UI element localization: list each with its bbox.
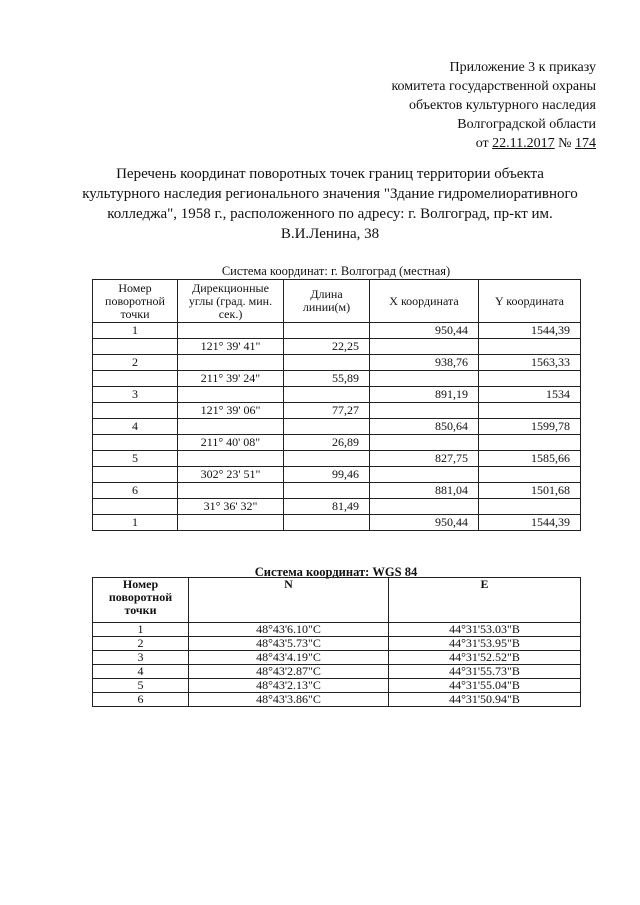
cell-e: 44°31'53.03"В — [389, 623, 581, 637]
wgs84-coordinates-table — [92, 577, 581, 707]
cell-length: 99,46 — [284, 467, 370, 483]
cell-x — [370, 371, 479, 387]
cell-point — [93, 499, 178, 515]
cell-x — [370, 467, 479, 483]
local-coordinates-table — [92, 279, 581, 531]
cell-e: 44°31'55.73"В — [389, 665, 581, 679]
cell-x: 950,44 — [370, 515, 479, 531]
table-row — [93, 499, 581, 515]
table2-caption: Система координат: WGS 84 — [254, 565, 418, 579]
header-n: N — [189, 578, 389, 623]
table-row — [93, 435, 581, 451]
region-line: Волгоградской области — [457, 117, 596, 132]
header-y: Y координата — [479, 280, 581, 323]
order-number: 174 — [575, 136, 596, 151]
cell-y — [479, 403, 581, 419]
header-point: Номер поворотной точки — [93, 578, 189, 623]
table-row — [93, 339, 581, 355]
cell-point: 4 — [93, 665, 189, 679]
cell-point — [93, 339, 178, 355]
cell-x — [370, 339, 479, 355]
cell-n: 48°43'2.87"С — [189, 665, 389, 679]
order-prefix: от — [475, 136, 493, 151]
cell-point: 1 — [93, 623, 189, 637]
cell-n: 48°43'5.73"С — [189, 637, 389, 651]
cell-x: 881,04 — [370, 483, 479, 499]
cell-y: 1585,66 — [479, 451, 581, 467]
cell-length — [284, 419, 370, 435]
committee-line: комитета государственной охраны — [391, 79, 596, 94]
cell-x — [370, 499, 479, 515]
table-row — [93, 693, 581, 707]
cell-length: 77,27 — [284, 403, 370, 419]
table-row — [93, 387, 581, 403]
cell-length: 22,25 — [284, 339, 370, 355]
cell-point: 5 — [93, 679, 189, 693]
cell-angle: 211° 40' 08" — [178, 435, 284, 451]
cell-angle: 121° 39' 41" — [178, 339, 284, 355]
cell-angle — [178, 419, 284, 435]
cell-length — [284, 515, 370, 531]
cell-point — [93, 371, 178, 387]
table-row — [93, 355, 581, 371]
cell-e: 44°31'52.52"В — [389, 651, 581, 665]
cell-e: 44°31'50.94"В — [389, 693, 581, 707]
document-title — [60, 164, 600, 244]
cell-n: 48°43'6.10"С — [189, 623, 389, 637]
cell-y — [479, 467, 581, 483]
cell-y — [479, 339, 581, 355]
table-row — [93, 451, 581, 467]
cell-point: 4 — [93, 419, 178, 435]
header-x: X координата — [370, 280, 479, 323]
cell-length: 26,89 — [284, 435, 370, 451]
cell-angle: 211° 39' 24" — [178, 371, 284, 387]
title-line: Перечень координат поворотных точек границ территории объекта — [116, 166, 544, 182]
cell-x: 891,19 — [370, 387, 479, 403]
cell-point: 1 — [93, 323, 178, 339]
cell-angle — [178, 355, 284, 371]
cell-y: 1563,33 — [479, 355, 581, 371]
cell-angle — [178, 323, 284, 339]
cell-angle — [178, 387, 284, 403]
cell-point — [93, 403, 178, 419]
cell-length — [284, 355, 370, 371]
cell-x: 950,44 — [370, 323, 479, 339]
table-row — [93, 665, 581, 679]
cell-n: 48°43'3.86"С — [189, 693, 389, 707]
table2-body — [93, 623, 581, 707]
table-row — [93, 515, 581, 531]
cell-y: 1534 — [479, 387, 581, 403]
cell-point: 1 — [93, 515, 178, 531]
appendix-line: Приложение 3 к приказу — [449, 60, 596, 75]
cell-angle — [178, 515, 284, 531]
order-number-label: № — [554, 136, 575, 151]
table-row — [93, 403, 581, 419]
cell-e: 44°31'53.95"В — [389, 637, 581, 651]
table1-caption: Система координат: г. Волгоград (местная) — [221, 264, 451, 278]
cell-y: 1544,39 — [479, 515, 581, 531]
header-length: Длина линии(м) — [284, 280, 370, 323]
cell-point — [93, 435, 178, 451]
header-angle: Дирекционные углы (град. мин. сек.) — [178, 280, 284, 323]
cell-y: 1501,68 — [479, 483, 581, 499]
cell-point: 6 — [93, 693, 189, 707]
cell-y — [479, 499, 581, 515]
table-row — [93, 371, 581, 387]
cell-angle — [178, 451, 284, 467]
cell-point: 3 — [93, 651, 189, 665]
appendix-header — [391, 58, 596, 153]
cell-length: 81,49 — [284, 499, 370, 515]
table-row — [93, 483, 581, 499]
cell-angle: 121° 39' 06" — [178, 403, 284, 419]
heritage-line: объектов культурного наследия — [408, 98, 596, 113]
cell-y: 1599,78 — [479, 419, 581, 435]
cell-y: 1544,39 — [479, 323, 581, 339]
cell-angle — [178, 483, 284, 499]
cell-x — [370, 403, 479, 419]
cell-y — [479, 435, 581, 451]
cell-e: 44°31'55.04"В — [389, 679, 581, 693]
table1-body — [93, 323, 581, 531]
cell-point: 3 — [93, 387, 178, 403]
order-date: 22.11.2017 — [492, 136, 555, 151]
table-row — [93, 419, 581, 435]
cell-length — [284, 483, 370, 499]
cell-angle: 302° 23' 51" — [178, 467, 284, 483]
cell-angle: 31° 36' 32" — [178, 499, 284, 515]
cell-length — [284, 387, 370, 403]
order-line — [391, 134, 596, 153]
table-row — [93, 323, 581, 339]
cell-x: 827,75 — [370, 451, 479, 467]
header-point: Номер поворотной точки — [93, 280, 178, 323]
cell-y — [479, 371, 581, 387]
cell-n: 48°43'4.19"С — [189, 651, 389, 665]
title-line: колледжа", 1958 г., расположенного по адресу: г. Волгоград, пр-кт им. — [107, 206, 553, 222]
table-row — [93, 651, 581, 665]
table-row — [93, 637, 581, 651]
title-line: культурного наследия регионального значения "Здание гидромелиоративного — [82, 186, 578, 202]
cell-point — [93, 467, 178, 483]
cell-point: 2 — [93, 355, 178, 371]
table-row — [93, 679, 581, 693]
cell-length — [284, 451, 370, 467]
cell-x: 938,76 — [370, 355, 479, 371]
title-line: В.И.Ленина, 38 — [280, 226, 380, 242]
table-row — [93, 467, 581, 483]
header-e: E — [389, 578, 581, 623]
table-row — [93, 623, 581, 637]
cell-n: 48°43'2.13"С — [189, 679, 389, 693]
cell-length: 55,89 — [284, 371, 370, 387]
cell-point: 6 — [93, 483, 178, 499]
cell-x: 850,64 — [370, 419, 479, 435]
cell-point: 5 — [93, 451, 178, 467]
cell-point: 2 — [93, 637, 189, 651]
cell-x — [370, 435, 479, 451]
cell-length — [284, 323, 370, 339]
